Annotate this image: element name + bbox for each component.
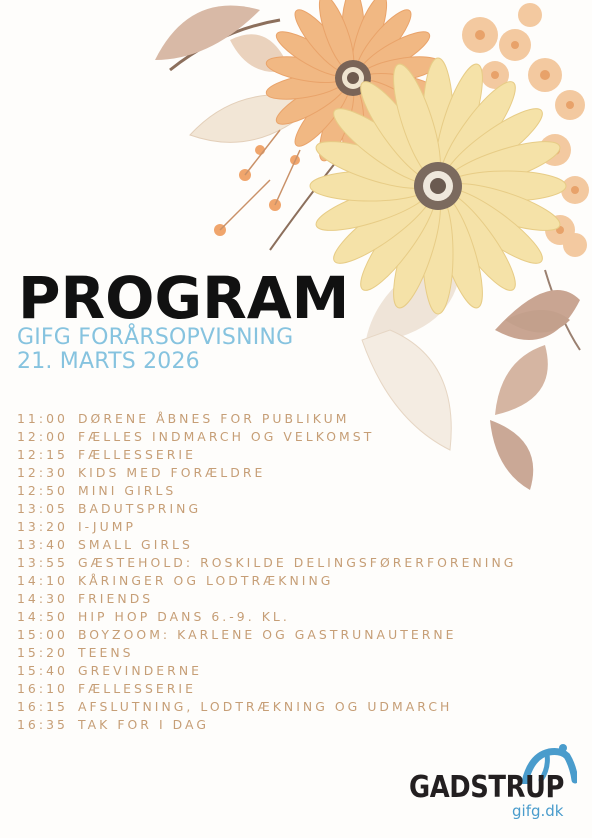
schedule-time: 12:50 bbox=[17, 483, 68, 498]
schedule-item bbox=[17, 698, 516, 716]
schedule-item bbox=[17, 428, 516, 446]
schedule-item bbox=[17, 644, 516, 662]
schedule-item bbox=[17, 626, 516, 644]
schedule-item bbox=[17, 572, 516, 590]
schedule-item bbox=[17, 554, 516, 572]
page-title: PROGRAM bbox=[18, 264, 350, 332]
schedule-item bbox=[17, 608, 516, 626]
schedule-time: 12:15 bbox=[17, 447, 68, 462]
event-name: GIFG FORÅRSOPVISNING bbox=[17, 325, 294, 350]
schedule-time: 12:00 bbox=[17, 429, 68, 444]
schedule-event: DØRENE ÅBNES FOR PUBLIKUM bbox=[77, 411, 350, 426]
schedule-event: SMALL GIRLS bbox=[77, 537, 193, 552]
schedule-event: FÆLLES INDMARCH OG VELKOMST bbox=[77, 429, 375, 444]
schedule-time: 15:00 bbox=[17, 627, 68, 642]
schedule-item bbox=[17, 536, 516, 554]
schedule-event: KIDS MED FORÆLDRE bbox=[77, 465, 266, 480]
schedule-time: 16:15 bbox=[17, 699, 68, 714]
schedule-time: 13:20 bbox=[17, 519, 68, 534]
schedule-item bbox=[17, 410, 516, 428]
schedule-item bbox=[17, 464, 516, 482]
schedule-item bbox=[17, 590, 516, 608]
schedule-event: GÆSTEHOLD: ROSKILDE DELINGSFØRERFORENING bbox=[77, 555, 517, 570]
schedule-item bbox=[17, 716, 516, 734]
schedule-event: FÆLLESSERIE bbox=[77, 681, 197, 696]
event-date: 21. MARTS 2026 bbox=[17, 349, 200, 374]
schedule-time: 16:10 bbox=[17, 681, 68, 696]
schedule-event: AFSLUTNING, LODTRÆKNING OG UDMARCH bbox=[77, 699, 453, 714]
schedule-time: 15:20 bbox=[17, 645, 68, 660]
schedule-time: 15:40 bbox=[17, 663, 68, 678]
schedule-event: KÅRINGER OG LODTRÆKNING bbox=[77, 573, 334, 588]
schedule-event: BADUTSPRING bbox=[77, 501, 202, 516]
schedule-event: MINI GIRLS bbox=[77, 483, 177, 498]
schedule-event: I-JUMP bbox=[77, 519, 136, 534]
schedule-item bbox=[17, 662, 516, 680]
schedule-time: 14:10 bbox=[17, 573, 68, 588]
schedule-event: FRIENDS bbox=[77, 591, 154, 606]
schedule-item bbox=[17, 518, 516, 536]
schedule-event: TAK FOR I DAG bbox=[77, 717, 209, 732]
schedule-time: 11:00 bbox=[17, 411, 68, 426]
gadstrup-logo bbox=[407, 742, 577, 824]
schedule-event: GREVINDERNE bbox=[77, 663, 203, 678]
schedule-time: 14:30 bbox=[17, 591, 68, 606]
schedule-event: TEENS bbox=[77, 645, 134, 660]
schedule-time: 12:30 bbox=[17, 465, 68, 480]
schedule-list bbox=[17, 410, 516, 734]
schedule-event: HIP HOP DANS 6.-9. KL. bbox=[77, 609, 290, 624]
schedule-event: BOYZOOM: KARLENE OG GASTRUNAUTERNE bbox=[77, 627, 457, 642]
schedule-time: 16:35 bbox=[17, 717, 68, 732]
schedule-item bbox=[17, 680, 516, 698]
schedule-time: 13:55 bbox=[17, 555, 68, 570]
schedule-event: FÆLLESSERIE bbox=[77, 447, 197, 462]
schedule-time: 14:50 bbox=[17, 609, 68, 624]
logo-wordmark: GADSTRUP bbox=[409, 770, 565, 805]
schedule-item bbox=[17, 446, 516, 464]
logo-url: gifg.dk bbox=[512, 802, 564, 820]
schedule-item bbox=[17, 482, 516, 500]
schedule-time: 13:05 bbox=[17, 501, 68, 516]
schedule-item bbox=[17, 500, 516, 518]
schedule-time: 13:40 bbox=[17, 537, 68, 552]
